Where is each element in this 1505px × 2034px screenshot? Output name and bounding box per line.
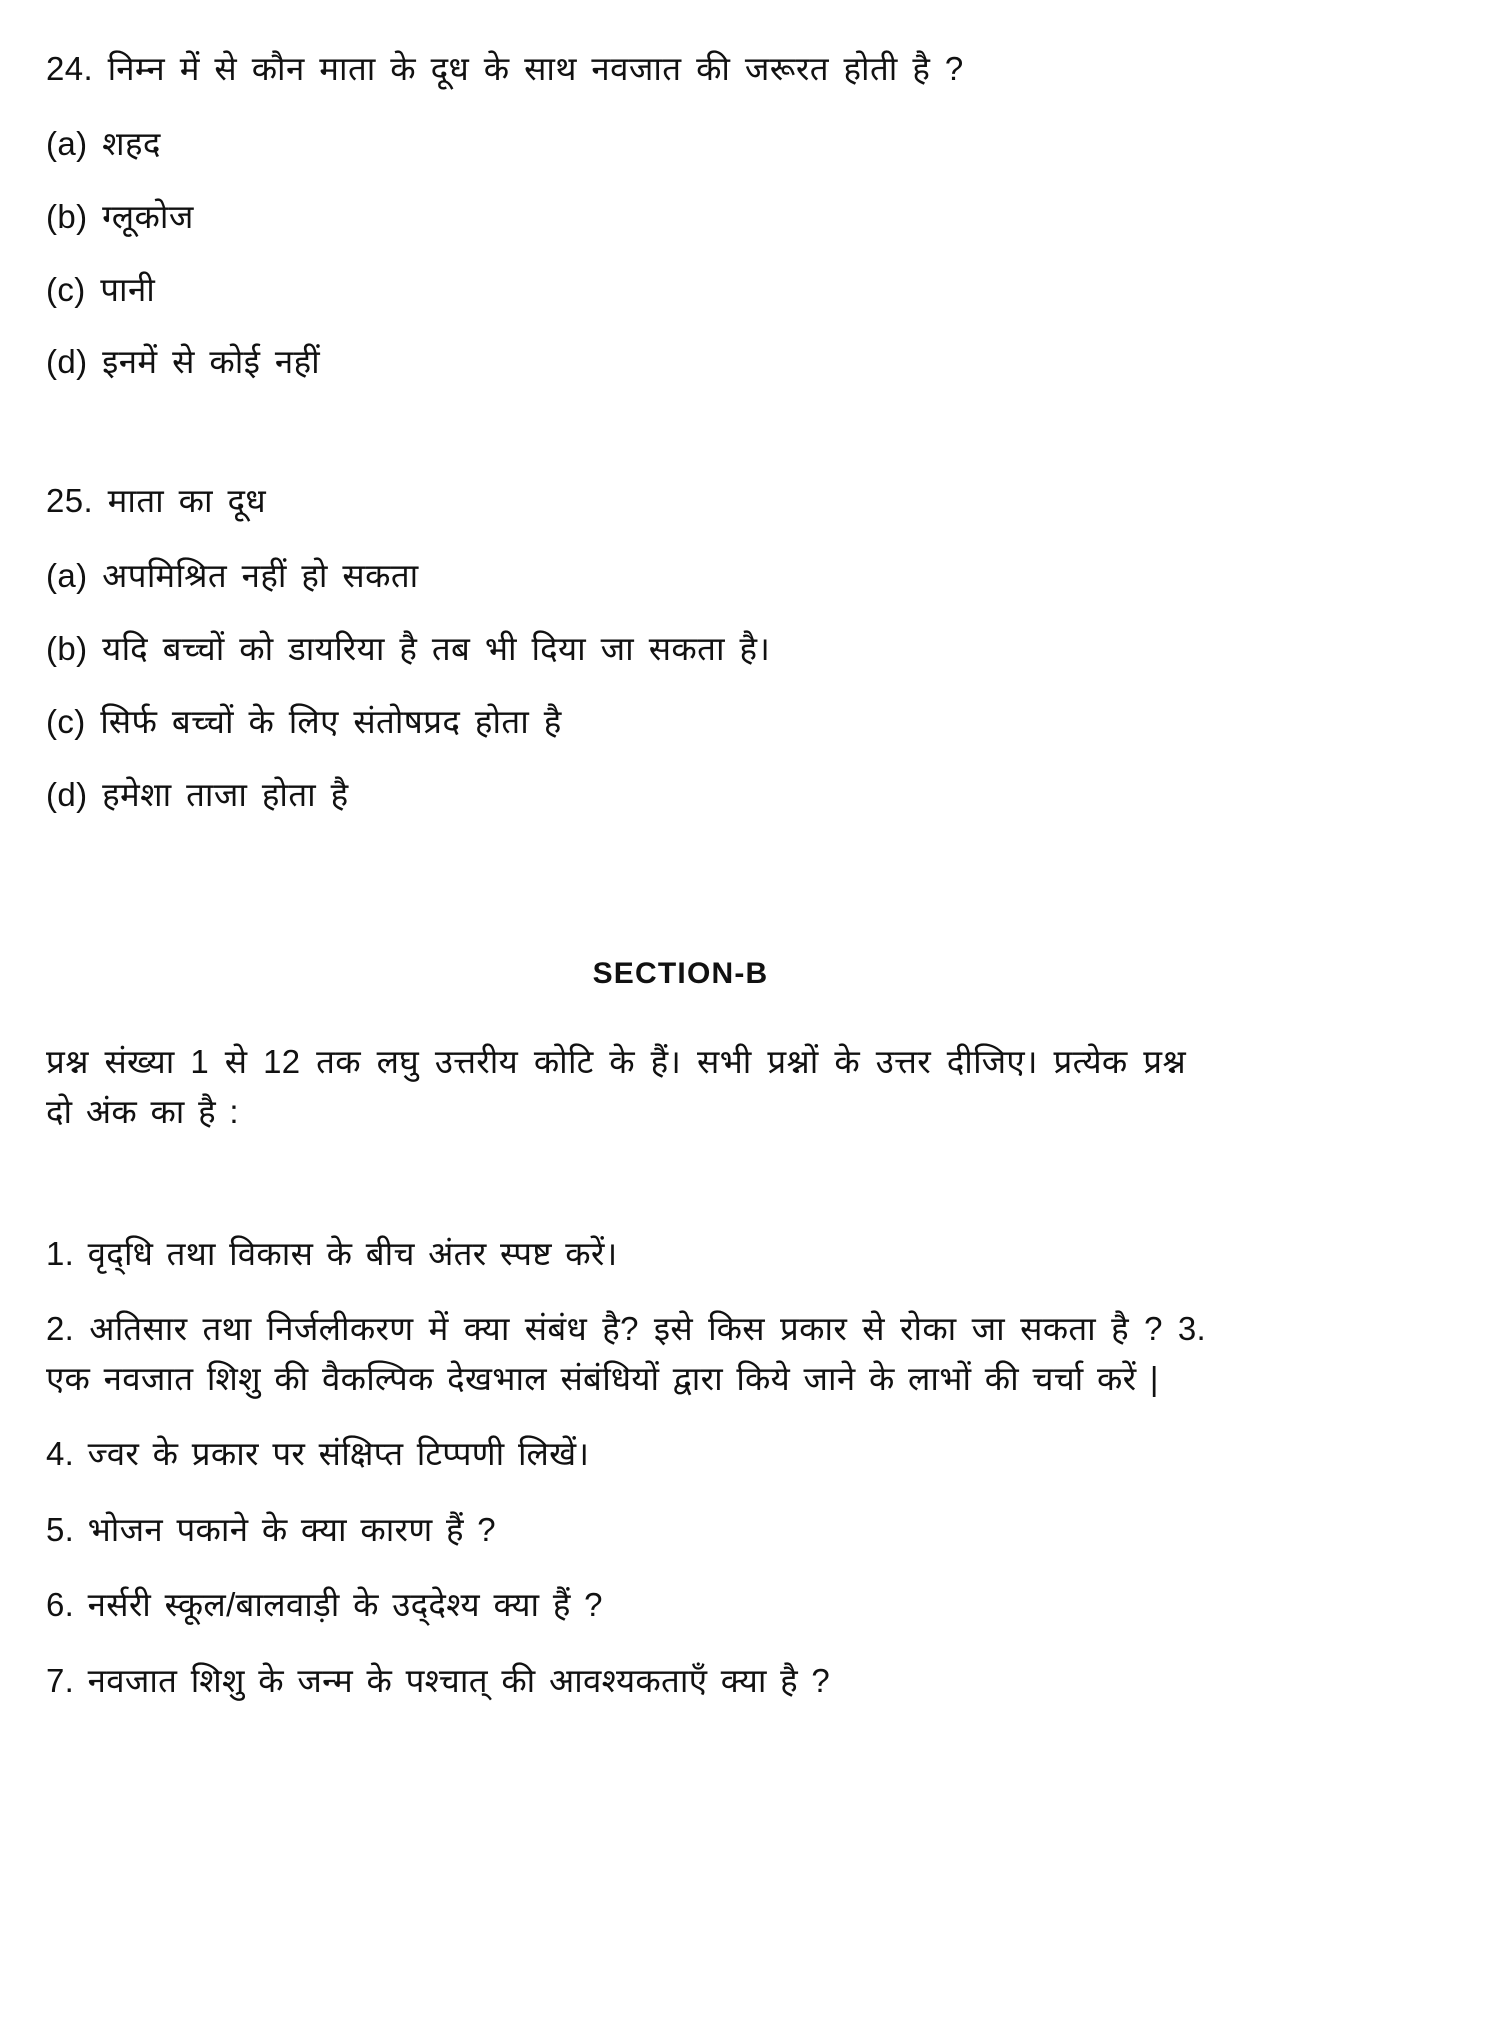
question-24-block: [46, 46, 1385, 386]
spacer-after-section-title: [46, 991, 1385, 1037]
question-25-option-c[interactable]: (c) सिर्फ बच्चों के लिए संतोषप्रद होता है: [46, 702, 562, 740]
question-25-option-a[interactable]: (a) अपमिश्रित नहीं हो सकता: [46, 557, 419, 595]
section-b-item-6: 6. नर्सरी स्कूल/बालवाड़ी के उद्​देश्य क्या हैं ?: [46, 1586, 603, 1624]
question-24-option-b[interactable]: (b) ग्लूकोज: [46, 197, 194, 235]
section-b-title: SECTION-B: [592, 956, 769, 990]
section-b-item-2: 2. अतिसार तथा निर्जलीकरण में क्या संबंध है? इसे किस प्रकार से रोका जा सकता है ? 3. एक नवजात शिशु की वैकल्पिक देखभाल संबंधियों द्वारा किये जाने के लाभों की चर्चा करें |: [46, 1310, 1220, 1397]
question-25-stem: 25. माता का दूध: [46, 482, 267, 520]
section-b-item-4: 4. ज्वर के प्रकार पर संक्षिप्त टिप्पणी लिखें।: [46, 1435, 590, 1473]
question-25-option-d[interactable]: (d) हमेशा ताजा होता है: [46, 775, 349, 813]
question-24-option-d[interactable]: (d) इनमें से कोई नहीं: [46, 343, 321, 381]
question-24-stem: 24. निम्न में से कौन माता के दूध के साथ नवजात की जरूरत होती है ?: [46, 50, 964, 87]
question-25-option-b[interactable]: (b) यदि बच्चों को डायरिया है तब भी दिया जा सकता है।: [46, 630, 771, 668]
question-24-option-c[interactable]: (c) पानी: [46, 270, 156, 308]
section-b-item-7: 7. नवजात शिशु के जन्म के पश्चात् की आवश्यकताएँ क्या है ?: [46, 1661, 831, 1699]
section-b-instructions: प्रश्न संख्या 1 से 12 तक लघु उत्तरीय कोटि के हैं। सभी प्रश्नों के उत्तर दीजिए। प्रत्येक प्रश्न दो अंक का है :: [46, 1042, 1200, 1130]
spacer-before-section-b: [46, 819, 1385, 911]
spacer-before-sb-items: [46, 1137, 1385, 1229]
section-b-item-1: 1. वृद्​धि तथा विकास के बीच अंतर स्पष्ट करें।: [46, 1234, 618, 1272]
question-24-option-a[interactable]: (a) शहद: [46, 124, 161, 162]
spacer-between-questions: [46, 386, 1385, 478]
section-b-items-list: [46, 1229, 1385, 1706]
section-b-item-5: 5. भोजन पकाने के क्या कारण हैं ?: [46, 1510, 496, 1548]
spacer-before-section-b-2: [46, 911, 1385, 957]
question-25-block: [46, 478, 1385, 818]
